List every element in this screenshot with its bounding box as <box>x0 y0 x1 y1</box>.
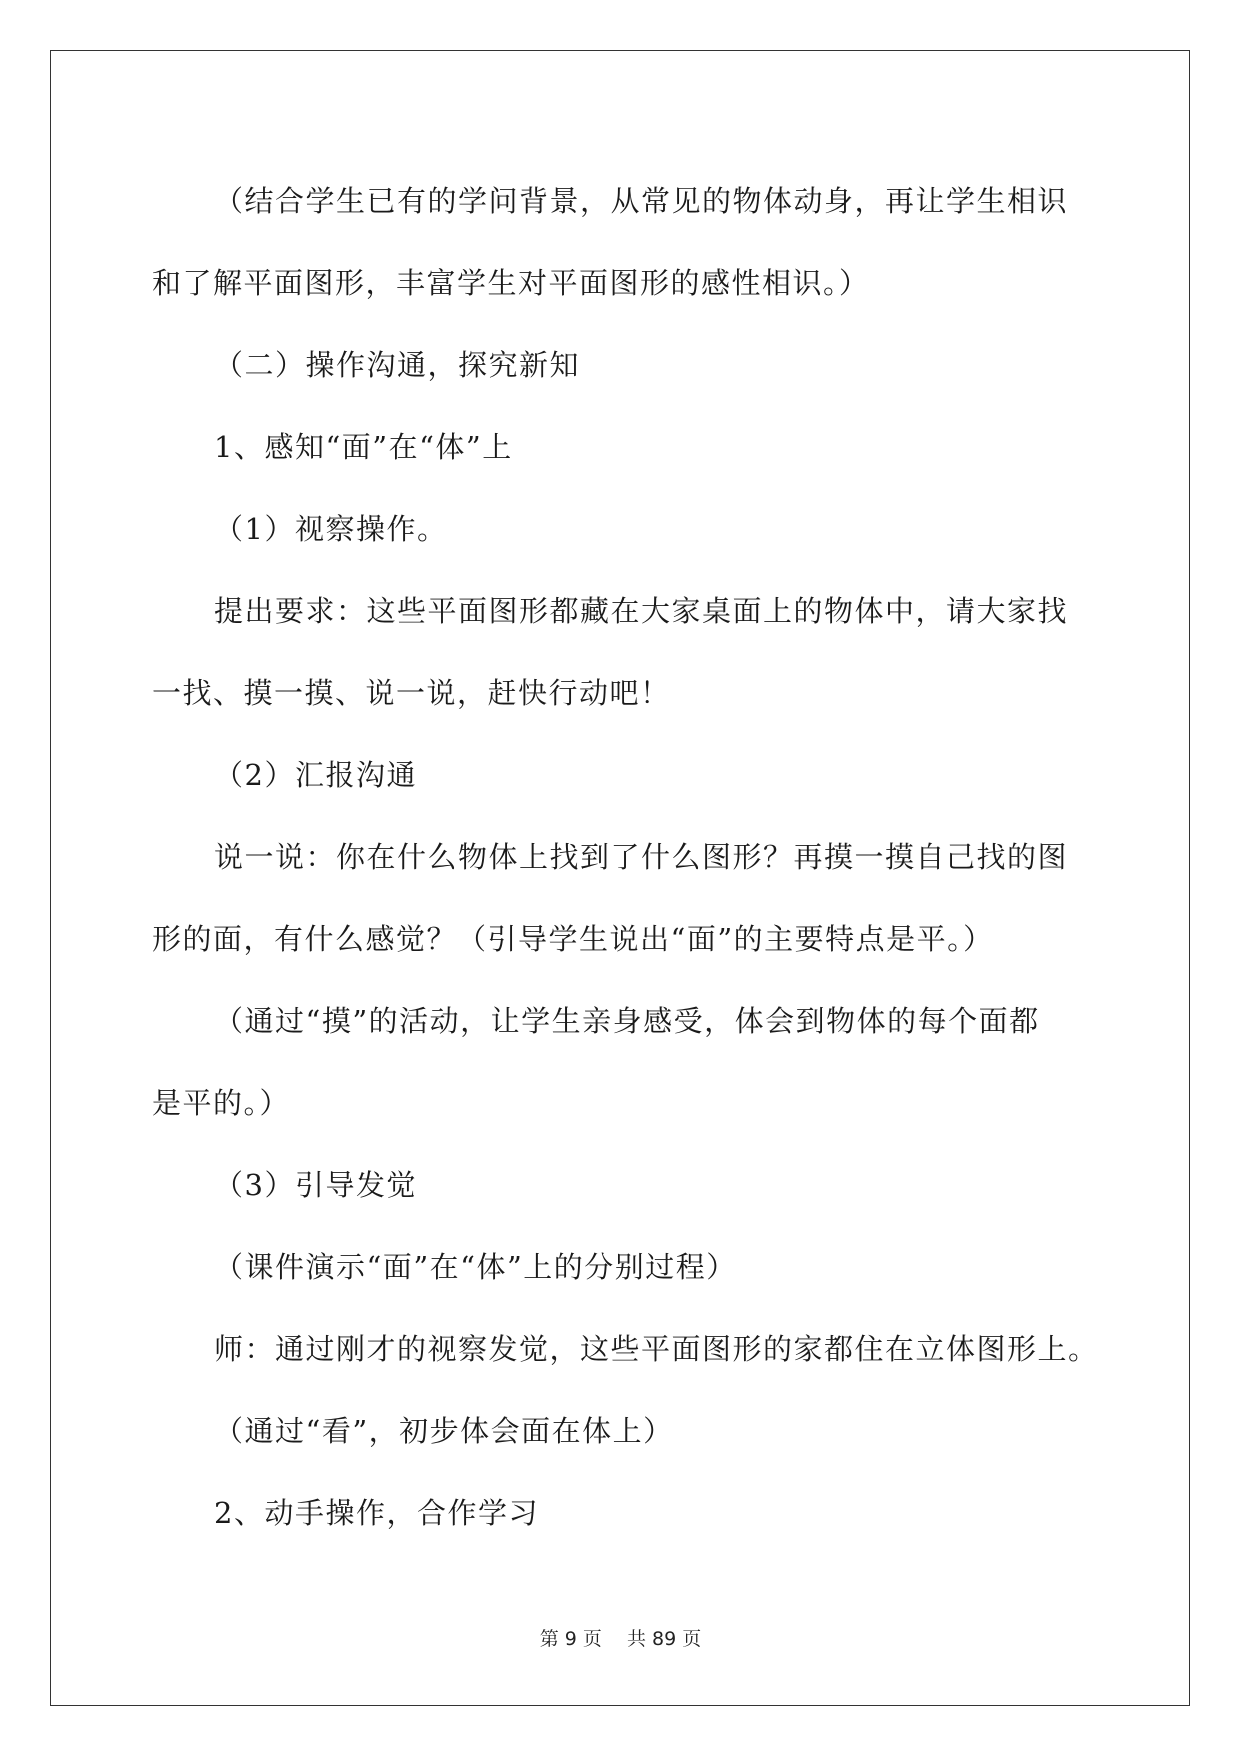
paragraph-line: （课件演示“面”在“体”上的分别过程） <box>214 1250 737 1284</box>
paragraph-line: 说一说：你在什么物体上找到了什么图形？再摸一摸自己找的图 <box>214 840 1069 874</box>
subsection-heading: 1、感知“面”在“体”上 <box>214 430 513 464</box>
paragraph-line: 师：通过刚才的视察发觉，这些平面图形的家都住在立体图形上。 <box>214 1332 1099 1366</box>
step-heading: （1）视察操作。 <box>214 512 448 546</box>
step-heading: （2）汇报沟通 <box>214 758 417 792</box>
subsection-heading: 2、动手操作，合作学习 <box>214 1496 539 1530</box>
document-body <box>152 160 1099 1554</box>
paragraph-line: 形的面，有什么感觉？（引导学生说出“面”的主要特点是平。） <box>152 922 994 956</box>
paragraph-line: 一找、摸一摸、说一说，赶快行动吧！ <box>152 676 671 710</box>
paragraph-line: （通过“看”，初步体会面在体上） <box>214 1414 674 1448</box>
step-heading: （3）引导发觉 <box>214 1168 417 1202</box>
section-heading: （二）操作沟通，探究新知 <box>214 348 581 382</box>
paragraph-line: 提出要求：这些平面图形都藏在大家桌面上的物体中，请大家找 <box>214 594 1069 628</box>
paragraph-line: （结合学生已有的学问背景，从常见的物体动身，再让学生相识 <box>214 184 1069 218</box>
paragraph-line: 是平的。） <box>152 1086 291 1120</box>
page-number-footer: 第 9 页 共 89 页 <box>539 1628 702 1650</box>
paragraph-line: 和了解平面图形，丰富学生对平面图形的感性相识。） <box>152 266 870 300</box>
paragraph-line: （通过“摸”的活动，让学生亲身感受，体会到物体的每个面都 <box>214 1004 1040 1038</box>
